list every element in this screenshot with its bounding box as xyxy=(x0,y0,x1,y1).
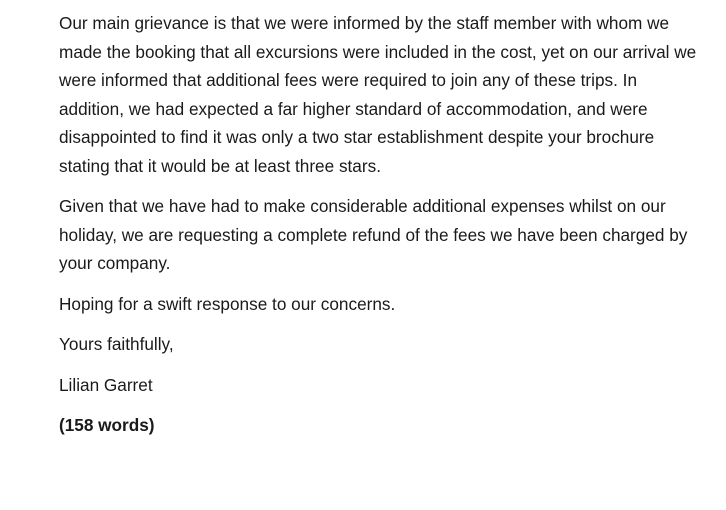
letter-body xyxy=(59,9,699,440)
sign-off: Yours faithfully, xyxy=(59,334,174,354)
closing-line: Hoping for a swift response to our concerns. xyxy=(59,293,396,314)
grievance-paragraph: Our main grievance is that we were informed by the staff member with whom we made the booking that all excursions were included in the cost, yet on our arrival we were informed that additional fees were required to join any of these trips. In addition, we had expected a far higher standard of accommodation, and were disappointed to find it was only a two star establishment despite your brochure stating that it would be at least three stars. xyxy=(59,13,697,176)
word-count: (158 words) xyxy=(59,415,155,435)
signature-name: Lilian Garret xyxy=(59,374,153,395)
refund-request-paragraph: Given that we have had to make considerable additional expenses whilst on our holiday, we are requesting a complete refund of the fees we have been charged by your company. xyxy=(59,196,688,273)
